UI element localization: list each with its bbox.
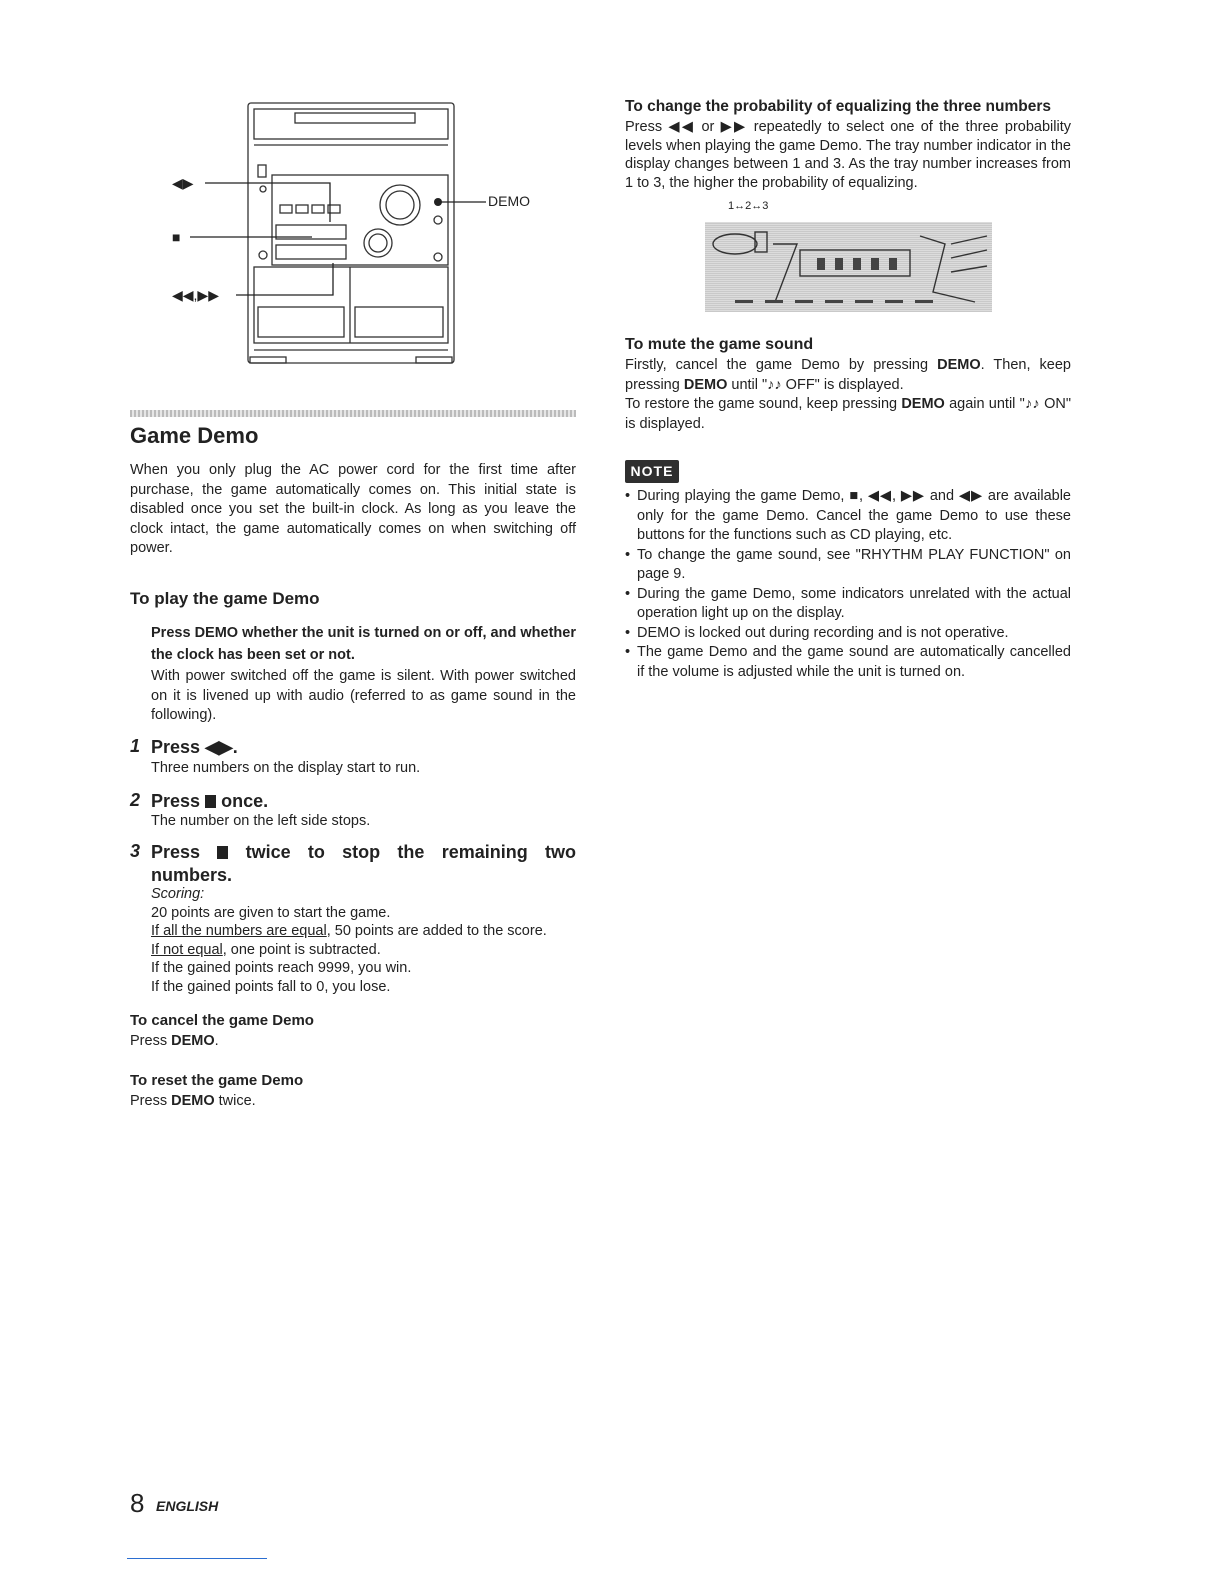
mute-text (625, 356, 1071, 434)
step-title (151, 790, 576, 813)
cancel-text: . (214, 1033, 219, 1049)
cancel-body (130, 1033, 219, 1049)
mute-text-part: until "♪♪ OFF" is displayed. (731, 376, 904, 393)
step-number: 1 (130, 736, 141, 756)
stop-icon (217, 846, 228, 859)
page-language: ENGLISH (156, 1498, 219, 1514)
scoring-block (151, 885, 581, 996)
play-description: With power switched off the game is silent. With power switched on it is livened up with audio (referred to as game sound in the following). (151, 668, 576, 723)
tray-cycle-label: 1↔2↔3 (728, 200, 769, 212)
step-title-text: Press (151, 791, 201, 811)
display-panel-figure (705, 222, 992, 312)
play-heading: To play the game Demo (130, 589, 320, 608)
scoring-underlined: If not equal (151, 941, 223, 958)
reset-body (130, 1093, 256, 1109)
step-title-text: once. (221, 791, 269, 811)
cancel-heading: To cancel the game Demo (130, 1012, 314, 1029)
demo-keyword: DEMO (937, 357, 981, 373)
demo-keyword: DEMO (171, 1093, 215, 1109)
page-number: 8 (130, 1488, 145, 1518)
stereo-unit-drawing (150, 95, 590, 385)
reset-heading: To reset the game Demo (130, 1072, 304, 1089)
reset-text: Press (130, 1093, 168, 1109)
demo-callout-label: DEMO (488, 193, 530, 209)
section-title: Game Demo (130, 423, 259, 448)
step-title-text: Press (151, 737, 201, 757)
step-title-period: . (232, 737, 238, 757)
footer-line (127, 1558, 267, 1559)
rewind-icon: ◀◀ (668, 119, 696, 135)
scoring-line (151, 922, 581, 941)
note-badge: NOTE (625, 460, 679, 483)
play-pause-icon: ◀▶ (205, 737, 233, 757)
step-title (151, 841, 576, 887)
demo-keyword: DEMO (901, 396, 945, 412)
skip-symbol-label: ◀◀,▶▶ (172, 287, 219, 303)
mute-text-part: To restore the game sound, keep pressing (625, 396, 898, 412)
probability-text-part: repeatedly to select one of the three probability levels when playing the game Demo. The tray number indicator in the display changes between 1 and 3. As the tray number increases from 1 to 3, the higher the probability of equalizing. (625, 119, 1071, 191)
display-panel-drawing (705, 222, 992, 312)
step-number: 2 (130, 790, 141, 810)
intro-paragraph: When you only plug the AC power cord for the first time after purchase, the game automatically comes on. This initial state is disabled once you set the built-in clock. As long as you leave the clock intact, the game automatically comes on when switching off power. (130, 462, 576, 556)
cancel-text: Press (130, 1033, 168, 1049)
demo-keyword: DEMO (171, 1033, 215, 1049)
probability-heading: To change the probability of equalizing the three numbers (625, 98, 1052, 115)
note-item: • During the game Demo, some indicators unrelated with the actual operation light up on the display. (625, 585, 1071, 624)
step-title-line (151, 841, 576, 864)
step-number: 3 (130, 841, 141, 861)
step-title-text: Press (151, 842, 201, 862)
mute-text-part: Firstly, cancel the game Demo by pressing (625, 357, 929, 373)
play-instruction: Press DEMO whether the unit is turned on or off, and whether the clock has been set or not. (151, 625, 576, 663)
probability-text-part: or (701, 119, 715, 135)
mute-text-part: . Then, keep pressing (625, 357, 1071, 393)
scoring-line: If the gained points reach 9999, you win. (151, 960, 412, 976)
section-divider (130, 410, 576, 417)
step-title-text: numbers. (151, 865, 233, 885)
scoring-label: Scoring: (151, 886, 205, 902)
scoring-line (151, 941, 581, 960)
note-item: • DEMO is locked out during recording and is not operative. (625, 624, 1071, 644)
scoring-underlined: If all the numbers are equal (151, 923, 327, 939)
reset-text: twice. (218, 1093, 256, 1109)
step-description: Three numbers on the display start to run. (151, 760, 421, 776)
fast-forward-icon: ▶▶ (720, 119, 748, 135)
play-symbol-label: ◀▶ (172, 175, 194, 191)
mute-heading: To mute the game sound (625, 336, 814, 353)
note-item: • During playing the game Demo, ■, ◀◀, ▶▶ and ◀▶ are available only for the game Demo. Cancel the game Demo to use these buttons for the functions such as CD playing, etc. (625, 487, 1071, 546)
step-title-text: twice to stop the remaining two (245, 842, 576, 862)
note-item: • To change the game sound, see "RHYTHM PLAY FUNCTION" on page 9. (625, 546, 1071, 585)
demo-keyword: DEMO (683, 376, 728, 393)
stop-icon (205, 795, 216, 808)
probability-text-part: Press (625, 119, 663, 135)
stop-symbol-label: ■ (172, 229, 181, 245)
scoring-line: 20 points are given to start the game. (151, 904, 391, 921)
step-description: The number on the left side stops. (151, 813, 371, 829)
mute-text-part: again until "♪♪ ON" is displayed. (625, 396, 1072, 432)
probability-text (625, 118, 1071, 192)
scoring-text: , 50 points are added to the score. (326, 923, 547, 939)
stereo-unit-figure (150, 95, 590, 385)
scoring-text: , one point is subtracted. (222, 941, 381, 958)
step-title (151, 736, 576, 759)
note-list (625, 487, 1071, 682)
demo-button-indicator (434, 198, 442, 206)
scoring-line: If the gained points fall to 0, you lose. (151, 978, 391, 995)
note-item: • The game Demo and the game sound are automatically cancelled if the volume is adjusted while the unit is turned on. (625, 643, 1071, 682)
